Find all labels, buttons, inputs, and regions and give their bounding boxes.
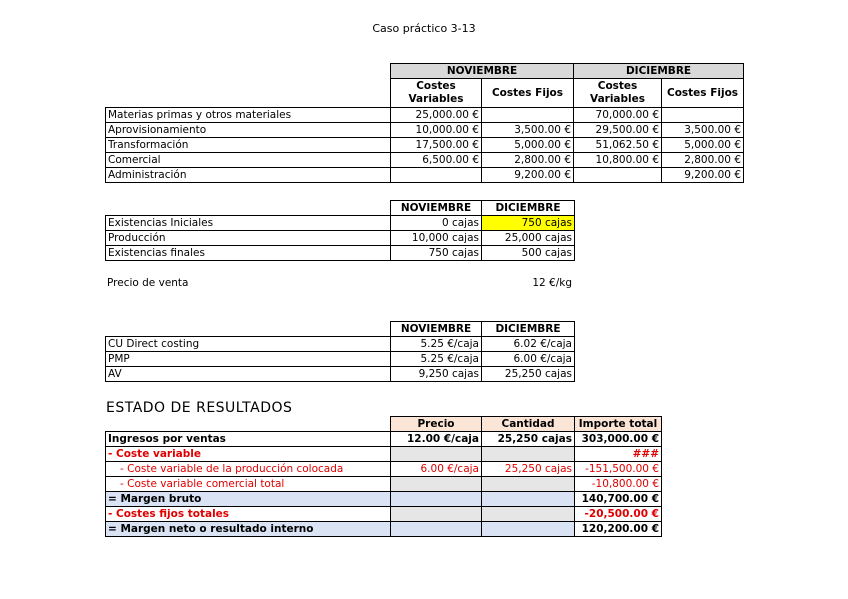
cell: 29,500.00 €	[574, 123, 662, 138]
cell: 10,000.00 €	[391, 123, 482, 138]
row-label: Ingresos por ventas	[106, 432, 391, 447]
empty-cell	[106, 417, 391, 432]
cell: 3,500.00 €	[482, 123, 574, 138]
price-label: Precio de venta	[107, 277, 189, 289]
cell	[391, 507, 482, 522]
costs-table	[105, 63, 744, 183]
col-costes-variables: Costes Variables	[574, 79, 662, 108]
cell: 17,500.00 €	[391, 138, 482, 153]
stock-table	[105, 200, 575, 261]
row-label: - Coste variable de la producción colocada	[106, 462, 391, 477]
cell	[391, 492, 482, 507]
row-label: Existencias Iniciales	[106, 216, 391, 231]
results-heading: ESTADO DE RESULTADOS	[106, 400, 293, 416]
empty-cell	[106, 201, 391, 216]
col-cantidad: Cantidad	[482, 417, 575, 432]
page-title: Caso práctico 3-13	[372, 22, 476, 35]
col-costes-variables: Costes Variables	[391, 79, 482, 108]
cell: 25,250 cajas	[482, 462, 575, 477]
cell	[391, 447, 482, 462]
row-label: Comercial	[106, 153, 391, 168]
cell	[662, 108, 744, 123]
cell: 3,500.00 €	[662, 123, 744, 138]
row-label: PMP	[106, 352, 391, 367]
cell: 10,800.00 €	[574, 153, 662, 168]
table-row	[106, 352, 575, 367]
cell: 5.25 €/caja	[391, 337, 482, 352]
table-row	[106, 337, 575, 352]
row-label: CU Direct costing	[106, 337, 391, 352]
row-label: Administración	[106, 168, 391, 183]
price-value: 12 €/kg	[532, 277, 572, 289]
cell: 750 cajas	[391, 246, 482, 261]
table-row	[106, 246, 575, 261]
cell: 6,500.00 €	[391, 153, 482, 168]
cell	[482, 108, 574, 123]
cell: 25,250 cajas	[482, 367, 575, 382]
cell: 9,200.00 €	[662, 168, 744, 183]
row-label: - Coste variable	[106, 447, 391, 462]
row-label: Aprovisionamiento	[106, 123, 391, 138]
cell: 70,000.00 €	[574, 108, 662, 123]
cell	[482, 507, 575, 522]
cell: 25,000 cajas	[482, 231, 575, 246]
table-row	[106, 367, 575, 382]
cell: 5.25 €/caja	[391, 352, 482, 367]
unit-header-diciembre: DICIEMBRE	[482, 322, 575, 337]
costs-header-diciembre: DICIEMBRE	[574, 64, 744, 79]
costs-header-noviembre: NOVIEMBRE	[391, 64, 574, 79]
cell	[482, 477, 575, 492]
table-row	[106, 153, 744, 168]
cell	[482, 492, 575, 507]
cell: ###	[575, 447, 662, 462]
highlighted-cell: 750 cajas	[482, 216, 575, 231]
col-importe-total: Importe total	[575, 417, 662, 432]
stock-header-noviembre: NOVIEMBRE	[391, 201, 482, 216]
col-precio: Precio	[391, 417, 482, 432]
row-label: - Coste variable comercial total	[106, 477, 391, 492]
cell	[391, 477, 482, 492]
col-costes-fijos: Costes Fijos	[662, 79, 744, 108]
table-row	[106, 477, 662, 492]
cell	[574, 168, 662, 183]
table-row	[106, 432, 662, 447]
empty-cell	[106, 322, 391, 337]
row-label: Existencias finales	[106, 246, 391, 261]
row-label: = Margen bruto	[106, 492, 391, 507]
cell: 140,700.00 €	[575, 492, 662, 507]
cell: 9,200.00 €	[482, 168, 574, 183]
cell: 10,000 cajas	[391, 231, 482, 246]
table-row	[106, 138, 744, 153]
cell: 0 cajas	[391, 216, 482, 231]
cell	[482, 522, 575, 537]
cell	[391, 168, 482, 183]
unit-costs-table	[105, 321, 575, 382]
row-label: Transformación	[106, 138, 391, 153]
cell: 5,000.00 €	[662, 138, 744, 153]
empty-cell	[106, 64, 391, 79]
table-row	[106, 123, 744, 138]
cell: 303,000.00 €	[575, 432, 662, 447]
cell: 6.02 €/caja	[482, 337, 575, 352]
table-row	[106, 492, 662, 507]
table-row	[106, 522, 662, 537]
row-label: Materias primas y otros materiales	[106, 108, 391, 123]
cell: 5,000.00 €	[482, 138, 574, 153]
cell	[391, 522, 482, 537]
cell: 25,250 cajas	[482, 432, 575, 447]
cell: -20,500.00 €	[575, 507, 662, 522]
cell: 12.00 €/caja	[391, 432, 482, 447]
table-row	[106, 462, 662, 477]
row-label: AV	[106, 367, 391, 382]
row-label: Producción	[106, 231, 391, 246]
empty-cell	[106, 79, 391, 108]
cell: -10,800.00 €	[575, 477, 662, 492]
cell: 51,062.50 €	[574, 138, 662, 153]
table-row	[106, 507, 662, 522]
row-label: - Costes fijos totales	[106, 507, 391, 522]
table-row	[106, 216, 575, 231]
cell: 120,200.00 €	[575, 522, 662, 537]
cell: 2,800.00 €	[482, 153, 574, 168]
stock-header-diciembre: DICIEMBRE	[482, 201, 575, 216]
col-costes-fijos: Costes Fijos	[482, 79, 574, 108]
cell: 2,800.00 €	[662, 153, 744, 168]
table-row	[106, 168, 744, 183]
cell	[482, 447, 575, 462]
results-table	[105, 416, 662, 537]
table-row	[106, 108, 744, 123]
table-row	[106, 231, 575, 246]
cell: 500 cajas	[482, 246, 575, 261]
cell: 25,000.00 €	[391, 108, 482, 123]
cell: 6.00 €/caja	[391, 462, 482, 477]
cell: 9,250 cajas	[391, 367, 482, 382]
row-label: = Margen neto o resultado interno	[106, 522, 391, 537]
unit-header-noviembre: NOVIEMBRE	[391, 322, 482, 337]
table-row	[106, 447, 662, 462]
cell: -151,500.00 €	[575, 462, 662, 477]
cell: 6.00 €/caja	[482, 352, 575, 367]
